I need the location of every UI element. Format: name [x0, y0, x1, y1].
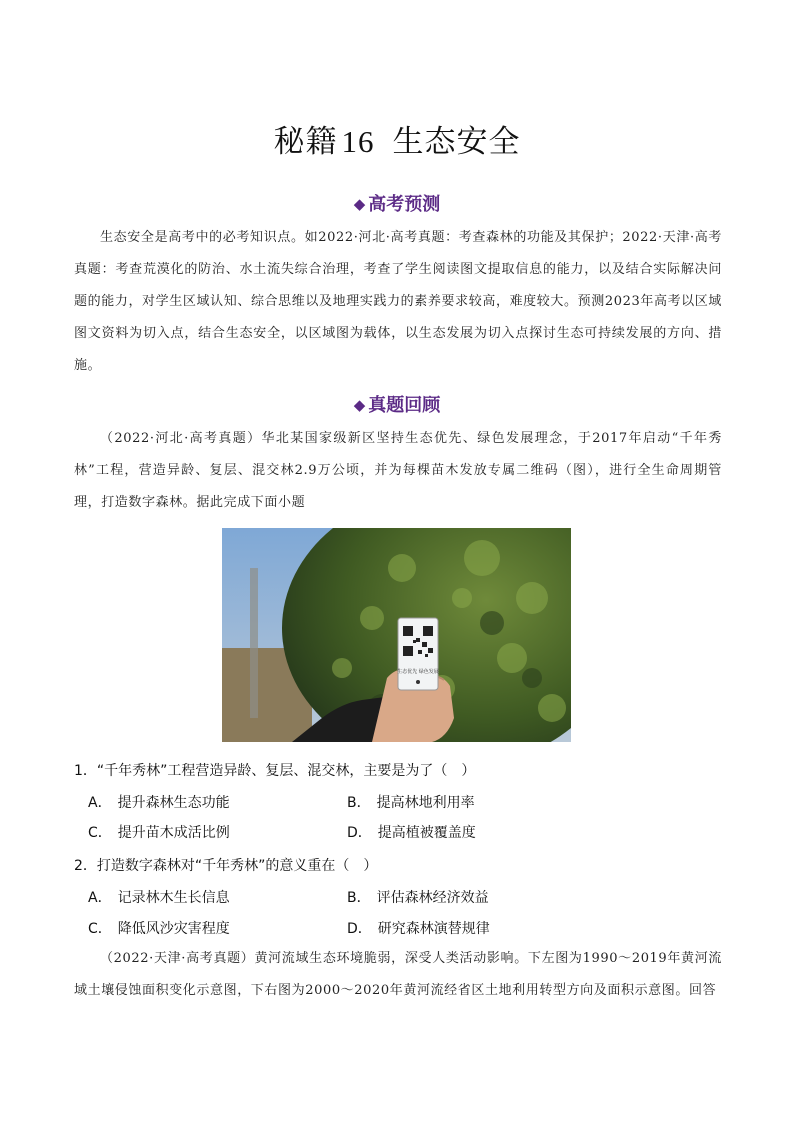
- option-letter: C．: [88, 825, 112, 841]
- section-heading-text: 高考预测: [368, 194, 441, 215]
- title-prefix: 秘籍: [273, 124, 338, 160]
- option-text: 提升森林生态功能: [117, 795, 230, 811]
- option-letter: D．: [347, 921, 372, 937]
- photo-illustration: [222, 528, 571, 742]
- question-1-option-c[interactable]: [88, 822, 230, 842]
- option-text: 提高林地利用率: [376, 795, 475, 811]
- passage-tianjin: （2022·天津·高考真题）黄河流域生态环境脆弱，深受人类活动影响。下左图为1990～2019年黄河流域土壤侵蚀面积变化示意图，下右图为2000～2020年黄河流经省区土地利用转型方向及面积示意图。回答: [74, 951, 722, 998]
- option-letter: A．: [88, 795, 112, 811]
- qr-tag-caption: 生态优先 绿色发展: [397, 669, 439, 675]
- option-letter: A．: [88, 890, 112, 906]
- question-1-option-d[interactable]: [347, 822, 476, 842]
- option-text: 记录林木生长信息: [117, 890, 230, 906]
- diamond-icon: ◆: [353, 195, 366, 213]
- section-heading-forecast: [0, 190, 794, 216]
- passage-hebei: （2022·河北·高考真题）华北某国家级新区坚持生态优先、绿色发展理念，于2017年启动“千年秀林”工程，营造异龄、复层、混交林2.9万公顷，并为每棵苗木发放专属二维码（图），进行全生命周期管理，打造数字森林。据此完成下面小题: [74, 431, 722, 510]
- section-heading-review: [0, 391, 794, 417]
- question-1-option-a[interactable]: [88, 792, 230, 812]
- qr-code-tree-photo: [222, 528, 571, 742]
- question-2-option-d[interactable]: [347, 918, 490, 938]
- option-text: 研究森林演替规律: [377, 921, 490, 937]
- option-text: 提高植被覆盖度: [377, 825, 476, 841]
- question-2-option-b[interactable]: [347, 887, 489, 907]
- option-text: 评估森林经济效益: [376, 890, 489, 906]
- option-letter: B．: [347, 890, 371, 906]
- question-2-option-c[interactable]: [88, 918, 230, 938]
- title-text: 生态安全: [392, 124, 521, 160]
- option-letter: D．: [347, 825, 372, 841]
- question-1-stem: 1．“千年秀林”工程营造异龄、复层、混交林，主要是为了（ ）: [74, 763, 476, 779]
- option-letter: C．: [88, 921, 112, 937]
- intro-paragraph: 生态安全是高考中的必考知识点。如2022·河北·高考真题：考查森林的功能及其保护；2022·天津·高考真题：考查荒漠化的防治、水土流失综合治理，考查了学生阅读图文提取信息的能力，以及结合实际解决问题的能力，对学生区域认知、综合思维以及地理实践力的素养要求较高，难度较大。预测2023年高考以区域图文资料为切入点，结合生态安全，以区域图为载体，以生态发展为切入点探讨生态可持续发展的方向、措施。: [74, 230, 722, 373]
- question-2-stem: 2．打造数字森林对“千年秀林”的意义重在（ ）: [74, 858, 378, 874]
- section-heading-text: 真题回顾: [368, 395, 441, 416]
- option-text: 降低风沙灾害程度: [117, 921, 230, 937]
- page-title: [0, 116, 794, 161]
- option-text: 提升苗木成活比例: [117, 825, 230, 841]
- question-2-option-a[interactable]: [88, 887, 230, 907]
- diamond-icon: ◆: [353, 396, 366, 414]
- question-1-option-b[interactable]: [347, 792, 475, 812]
- option-letter: B．: [347, 795, 371, 811]
- title-number: 16: [341, 124, 375, 159]
